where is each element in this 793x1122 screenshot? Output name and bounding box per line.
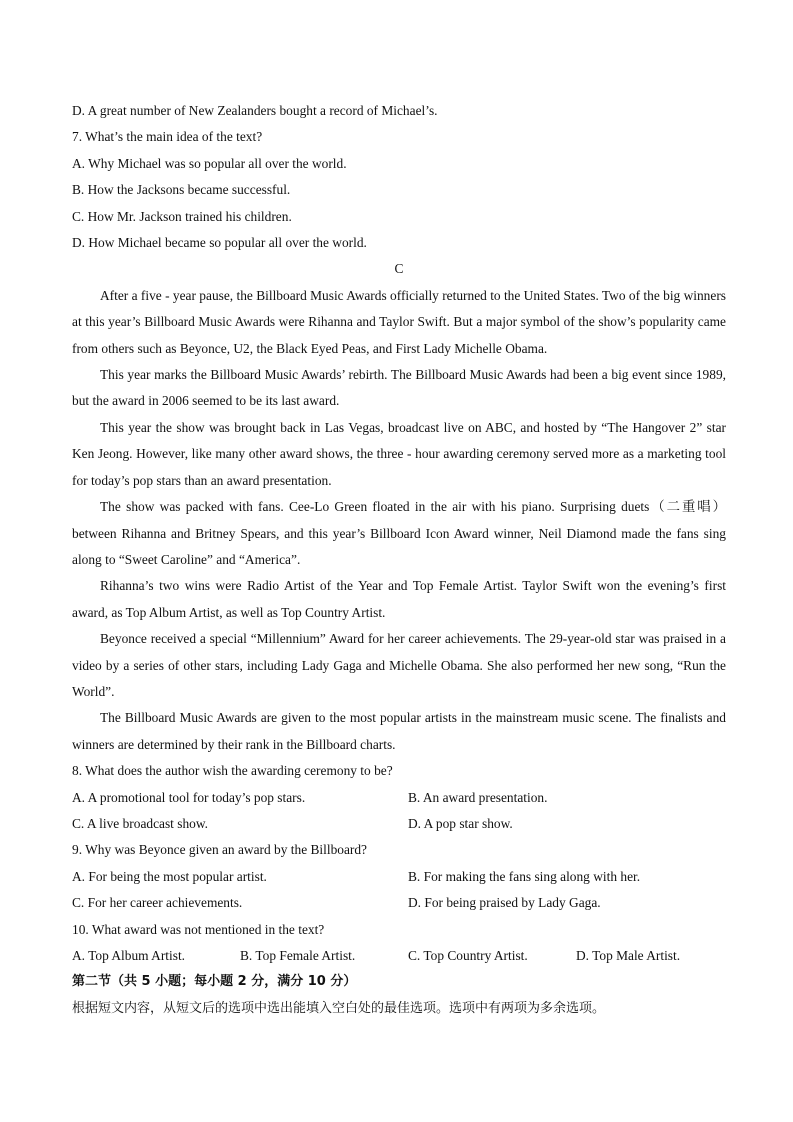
q10-option-d: D. Top Male Artist. xyxy=(576,948,681,963)
passage-paragraph: The show was packed with fans. Cee-Lo Green floated in the air with his piano. Surprising duets（二重唱）between Rihanna and Britney Spears, and this year’s Billboard Icon Award winner, Neil Diamond made the fans sing along to “Sweet Caroline” and “America”. xyxy=(72,499,726,567)
q8-option-a: A. A promotional tool for today’s pop stars. xyxy=(72,789,306,805)
q8-option-c: C. A live broadcast show. xyxy=(72,815,208,831)
q9-option-c: C. For her career achievements. xyxy=(72,895,243,911)
q7-option-d: D. How Michael became so popular all over the world. xyxy=(72,235,367,251)
exam-page xyxy=(72,98,726,1022)
q9-options-row-2 xyxy=(72,890,726,916)
q10-option-c: C. Top Country Artist. xyxy=(408,948,528,963)
section-2-title: 第二节（共 5 小题；每小题 2 分，满分 10 分） xyxy=(72,974,357,990)
q9-stem: 9. Why was Beyonce given an award by the Billboard? xyxy=(72,842,368,858)
q8-options-row-2 xyxy=(72,811,726,837)
q9-option-b: B. For making the fans sing along with her. xyxy=(408,868,641,884)
passage-paragraph: Rihanna’s two wins were Radio Artist of the Year and Top Female Artist. Taylor Swift won the evening’s first award, as Top Album Artist, as well as Top Country Artist. xyxy=(72,578,726,620)
q8-options-row-1 xyxy=(72,785,726,811)
passage-paragraph: This year the show was brought back in Las Vegas, broadcast live on ABC, and hosted by “The Hangover 2” star Ken Jeong. However, like many other award shows, the three - hour awarding ceremony served more as a marketing tool for today’s pop stars than an award presentation. xyxy=(72,419,726,488)
q9-option-d: D. For being praised by Lady Gaga. xyxy=(408,895,601,911)
q10-option-a: A. Top Album Artist. xyxy=(72,948,186,963)
q9-option-a: A. For being the most popular artist. xyxy=(72,868,267,884)
q6-option-d: D. A great number of New Zealanders bought a record of Michael’s. xyxy=(72,103,438,118)
q9-options-row-1 xyxy=(72,864,726,890)
q10-options-row xyxy=(72,943,726,969)
passage-paragraph: The Billboard Music Awards are given to the most popular artists in the mainstream music scene. The finalists and winners are determined by their rank in the Billboard charts. xyxy=(72,710,726,752)
q7-option-a: A. Why Michael was so popular all over the world. xyxy=(72,155,347,171)
q10-stem: 10. What award was not mentioned in the text? xyxy=(72,921,325,937)
q7-option-c: C. How Mr. Jackson trained his children. xyxy=(72,208,292,224)
q8-stem: 8. What does the author wish the awarding ceremony to be? xyxy=(72,763,393,779)
q8-option-d: D. A pop star show. xyxy=(408,815,513,831)
q8-option-b: B. An award presentation. xyxy=(408,789,548,805)
q7-option-b: B. How the Jacksons became successful. xyxy=(72,182,291,198)
q7-stem: 7. What’s the main idea of the text? xyxy=(72,129,263,145)
passage-label: C xyxy=(394,261,404,277)
passage-paragraph: After a five - year pause, the Billboard Music Awards officially returned to the United States. Two of the big winners at this year’s Billboard Music Awards were Rihanna and Taylor Swift. But a major symbol of the show’s popularity came from others such as Beyonce, U2, the Black Eyed Peas, and First Lady Michelle Obama. xyxy=(72,287,726,356)
passage-paragraph: This year marks the Billboard Music Awards’ rebirth. The Billboard Music Awards had been a big event since 1989, but the award in 2006 seemed to be its last award. xyxy=(72,367,726,409)
section-2-instruction: 根据短文内容，从短文后的选项中选出能填入空白处的最佳选项。选项中有两项为多余选项。 xyxy=(72,1000,606,1016)
q10-option-b: B. Top Female Artist. xyxy=(240,948,356,963)
passage-paragraph: Beyonce received a special “Millennium” Award for her career achievements. The 29-year-old star was praised in a video by a series of other stars, including Lady Gaga and Michelle Obama. She also performed her new song, “Run the World”. xyxy=(72,631,726,699)
